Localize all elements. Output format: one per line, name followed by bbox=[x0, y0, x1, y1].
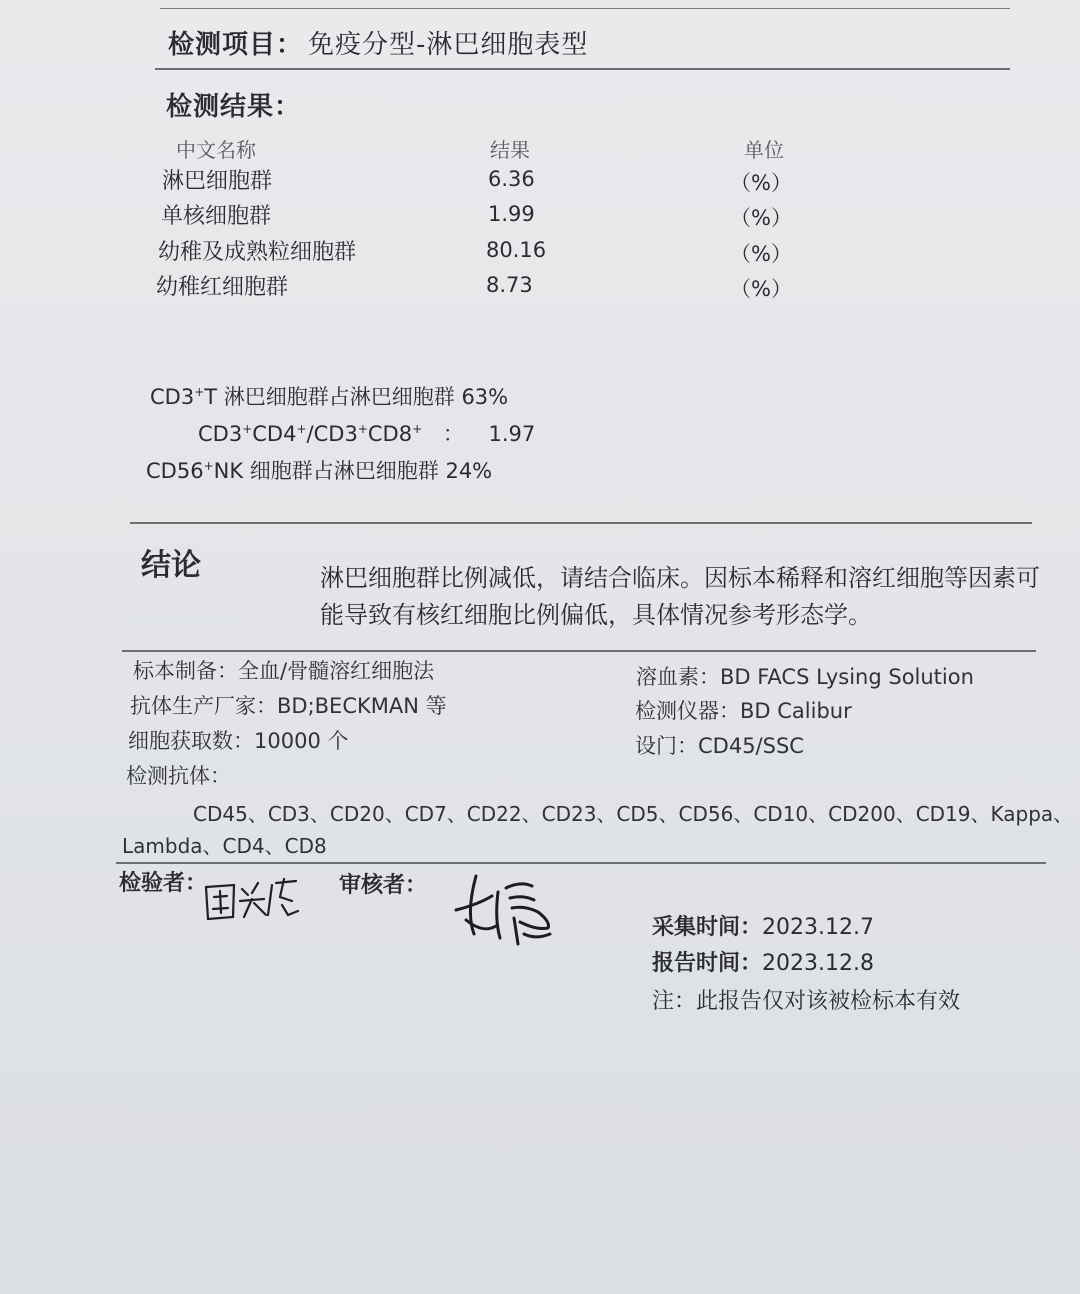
row-unit: （%） bbox=[730, 171, 792, 195]
conclusion-text: 淋巴细胞群比例减低，请结合临床。因标本稀释和溶红细胞等因素可能导致有核红细胞比例偏低，具体情况参考形态学。 bbox=[320, 564, 1040, 629]
collect-time-value: 2023.12.7 bbox=[762, 915, 874, 940]
header-rule bbox=[155, 68, 1010, 70]
lysing-solution: 溶血素：BD FACS Lysing Solution bbox=[636, 665, 974, 689]
row-name: 幼稚及成熟粒细胞群 bbox=[158, 240, 357, 265]
col-header-result: 结果 bbox=[490, 138, 530, 162]
report-time bbox=[652, 946, 874, 977]
row-value: 6.36 bbox=[488, 167, 535, 191]
row-value: 80.16 bbox=[486, 238, 547, 262]
validity-note: 注：此报告仅对该被检标本有效 bbox=[652, 989, 961, 1014]
collect-time bbox=[652, 910, 874, 941]
report-time-value: 2023.12.8 bbox=[762, 951, 874, 976]
antibody-list-line1: CD45、CD3、CD20、CD7、CD22、CD23、CD5、CD56、CD10、CD200、CD19、Kappa、 bbox=[193, 802, 1074, 826]
col-header-unit: 单位 bbox=[744, 138, 784, 162]
conclusion-rule bbox=[130, 522, 1032, 524]
top-edge-rule bbox=[160, 8, 1010, 9]
tester-label: 检验者： bbox=[119, 871, 208, 896]
tester-signature bbox=[200, 875, 305, 925]
row-unit: （%） bbox=[730, 242, 792, 266]
row-unit: （%） bbox=[730, 277, 792, 301]
row-name: 幼稚红细胞群 bbox=[156, 275, 289, 300]
conclusion-title: 结论 bbox=[141, 548, 201, 583]
project-label: 检测项目： bbox=[168, 30, 304, 60]
row-unit: （%） bbox=[730, 206, 792, 230]
specimen-prep: 标本制备：全血/骨髓溶红细胞法 bbox=[133, 659, 435, 683]
method-rule bbox=[122, 650, 1036, 652]
cd56-nk-result: CD56+NK 细胞群占淋巴细胞群 24% bbox=[146, 459, 493, 483]
project-value: 免疫分型-淋巴细胞表型 bbox=[308, 30, 589, 60]
collect-time-label: 采集时间： bbox=[652, 915, 763, 940]
row-value: 1.99 bbox=[488, 202, 535, 226]
signature-rule bbox=[116, 862, 1046, 864]
col-header-name: 中文名称 bbox=[176, 138, 256, 162]
row-name: 单核细胞群 bbox=[161, 204, 272, 229]
ratio-value: 1.97 bbox=[488, 422, 536, 446]
antibodies-label: 检测抗体： bbox=[126, 764, 231, 788]
row-name: 淋巴细胞群 bbox=[162, 169, 273, 194]
instrument: 检测仪器：BD Calibur bbox=[635, 699, 852, 723]
antibody-list-line2: Lambda、CD4、CD8 bbox=[122, 834, 327, 858]
cell-count: 细胞获取数：10000 个 bbox=[128, 729, 349, 753]
reviewer-signature bbox=[452, 868, 557, 950]
cd4-cd8-ratio: CD3+CD4+/CD3+CD8+ ： 1.97 bbox=[198, 422, 536, 446]
cd3-t-result: CD3+T 淋巴细胞群占淋巴细胞群 63% bbox=[150, 385, 509, 409]
report-time-label: 报告时间： bbox=[652, 951, 763, 976]
results-title: 检测结果： bbox=[166, 92, 302, 122]
row-value: 8.73 bbox=[486, 273, 533, 297]
reviewer-label: 审核者： bbox=[339, 873, 428, 898]
gating: 设门：CD45/SSC bbox=[635, 734, 804, 758]
antibody-maker: 抗体生产厂家：BD;BECKMAN 等 bbox=[130, 694, 447, 718]
